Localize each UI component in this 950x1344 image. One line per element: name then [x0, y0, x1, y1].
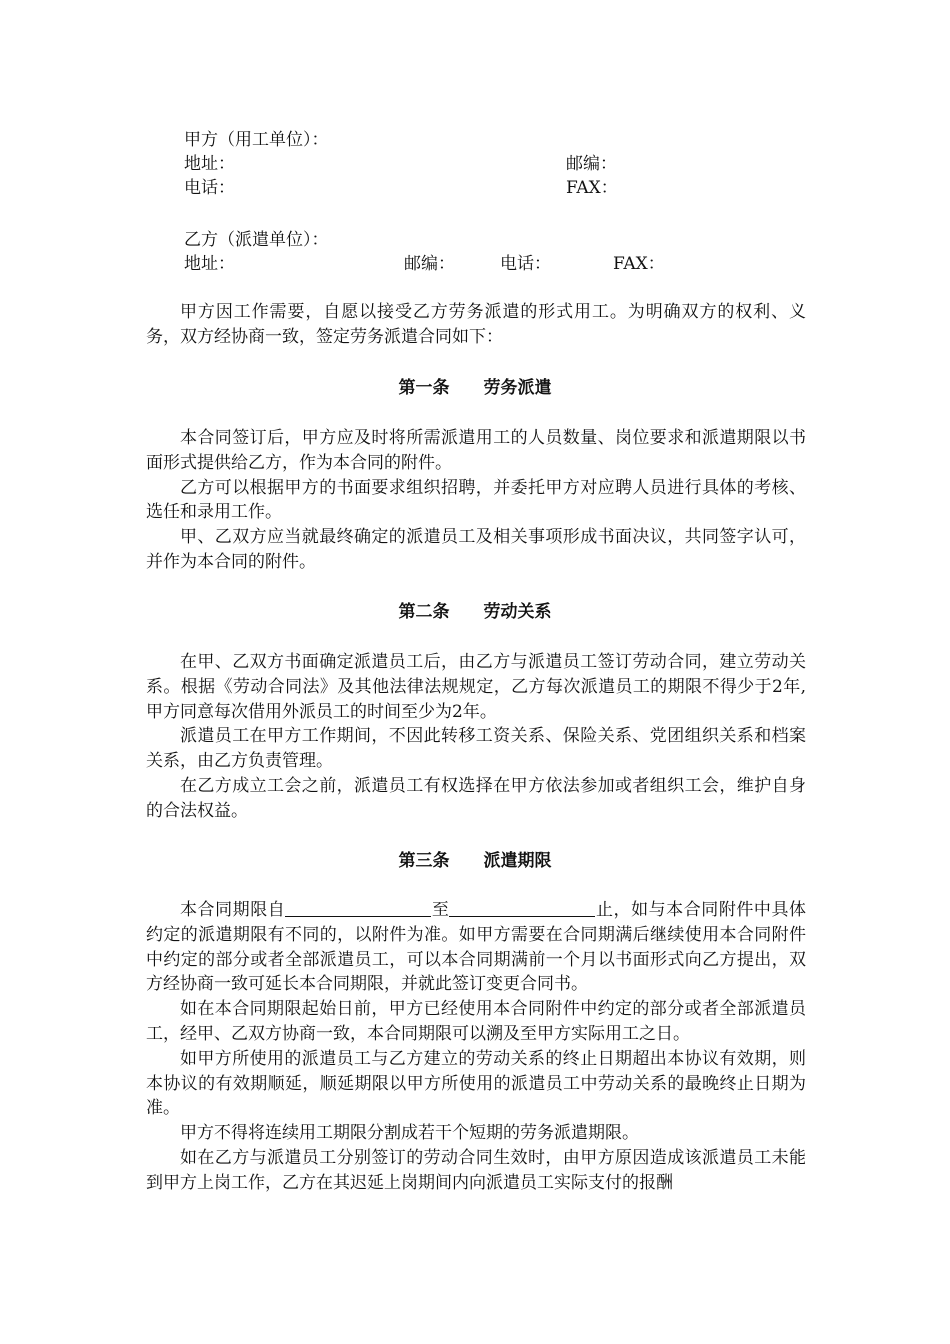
party-b-address-label: 地址：: [184, 254, 235, 274]
term-prefix: 本合同期限自: [180, 900, 286, 920]
term-suffix: 止，如与本合同附件中具体约定的派遣期限有不同的，以附件为准。如甲方需要在合同期满后继续使用本合同附件中约定的部分或者全部派遣员工，可以本合同期满前一个月以书面形式向乙方提出，双方经协商一致可延长本合同期限，并就此签订变更合同书。: [146, 900, 807, 995]
article-3-paragraph: 如在乙方与派遣员工分别签订的劳动合同生效时，由甲方原因造成该派遣员工未能到甲方上岗工作，乙方在其迟延上岗期间内向派遣员工实际支付的报酬: [146, 1147, 806, 1193]
article-1-paragraph: 乙方可以根据甲方的书面要求组织招聘，并委托甲方对应聘人员进行具体的考核、选任和录用工作。: [146, 477, 806, 523]
article-3-term-paragraph: [146, 898, 806, 997]
article-2-paragraph: 在甲、乙双方书面确定派遣员工后，由乙方与派遣员工签订劳动合同，建立劳动关系。根据《劳动合同法》及其他法律法规规定，乙方每次派遣员工的期限不得少于2年,甲方同意每次借用外派员工的时间至少为2年。: [146, 652, 806, 722]
article-1-paragraph: 甲、乙双方应当就最终确定的派遣员工及相关事项形成书面决议，共同签字认可，并作为本合同的附件。: [146, 527, 806, 572]
party-a-fax-label: FAX：: [566, 178, 618, 198]
article-2-body: [146, 650, 806, 824]
article-1-paragraph: 本合同签订后，甲方应及时将所需派遣用工的人员数量、岗位要求和派遣期限以书面形式提供给乙方，作为本合同的附件。: [146, 428, 806, 473]
article-2-title: 第二条 劳动关系: [398, 602, 552, 622]
preamble-text: 甲方因工作需要，自愿以接受乙方劳务派遣的形式用工。为明确双方的权利、义务，双方经协商一致，签定劳务派遣合同如下：: [146, 302, 806, 347]
party-a-label: 甲方（用工单位）：: [184, 130, 329, 150]
article-2-paragraph: 在乙方成立工会之前，派遣员工有权选择在甲方依法参加或者组织工会，维护自身的合法权益。: [146, 775, 806, 821]
term-start-blank: [285, 898, 431, 917]
article-3-paragraph: 甲方不得将连续用工期限分割成若干个短期的劳务派遣期限。: [180, 1123, 639, 1144]
party-b-label: 乙方（派遣单位）：: [184, 230, 329, 250]
party-b-fax-label: FAX：: [613, 254, 665, 274]
party-b-phone-label: 电话：: [500, 254, 551, 274]
article-3-title: 第三条 派遣期限: [398, 851, 552, 871]
term-end-blank: [449, 898, 595, 917]
article-1-body: [146, 426, 806, 575]
article-3-paragraph: 如甲方所使用的派遣员工与乙方建立的劳动关系的终止日期超出本协议有效期，则本协议的有效期顺延，顺延期限以甲方所使用的派遣员工中劳动关系的最晚终止日期为准。: [146, 1048, 806, 1119]
party-a-postcode-label: 邮编：: [566, 154, 617, 174]
article-2-paragraph: 派遣员工在甲方工作期间，不因此转移工资关系、保险关系、党团组织关系和档案关系，由乙方负责管理。: [146, 726, 806, 772]
party-b-postcode-label: 邮编：: [404, 254, 455, 274]
party-a-address-label: 地址：: [184, 154, 235, 174]
term-middle: 至: [431, 900, 450, 920]
article-3-body: [146, 898, 806, 1196]
article-3-paragraph: 如在本合同期限起始日前，甲方已经使用本合同附件中约定的部分或者全部派遣员工，经甲、乙双方协商一致，本合同期限可以溯及至甲方实际用工之日。: [146, 999, 806, 1044]
party-a-phone-label: 电话：: [184, 178, 235, 198]
preamble: [146, 300, 806, 350]
article-1-title: 第一条 劳务派遣: [398, 378, 552, 398]
